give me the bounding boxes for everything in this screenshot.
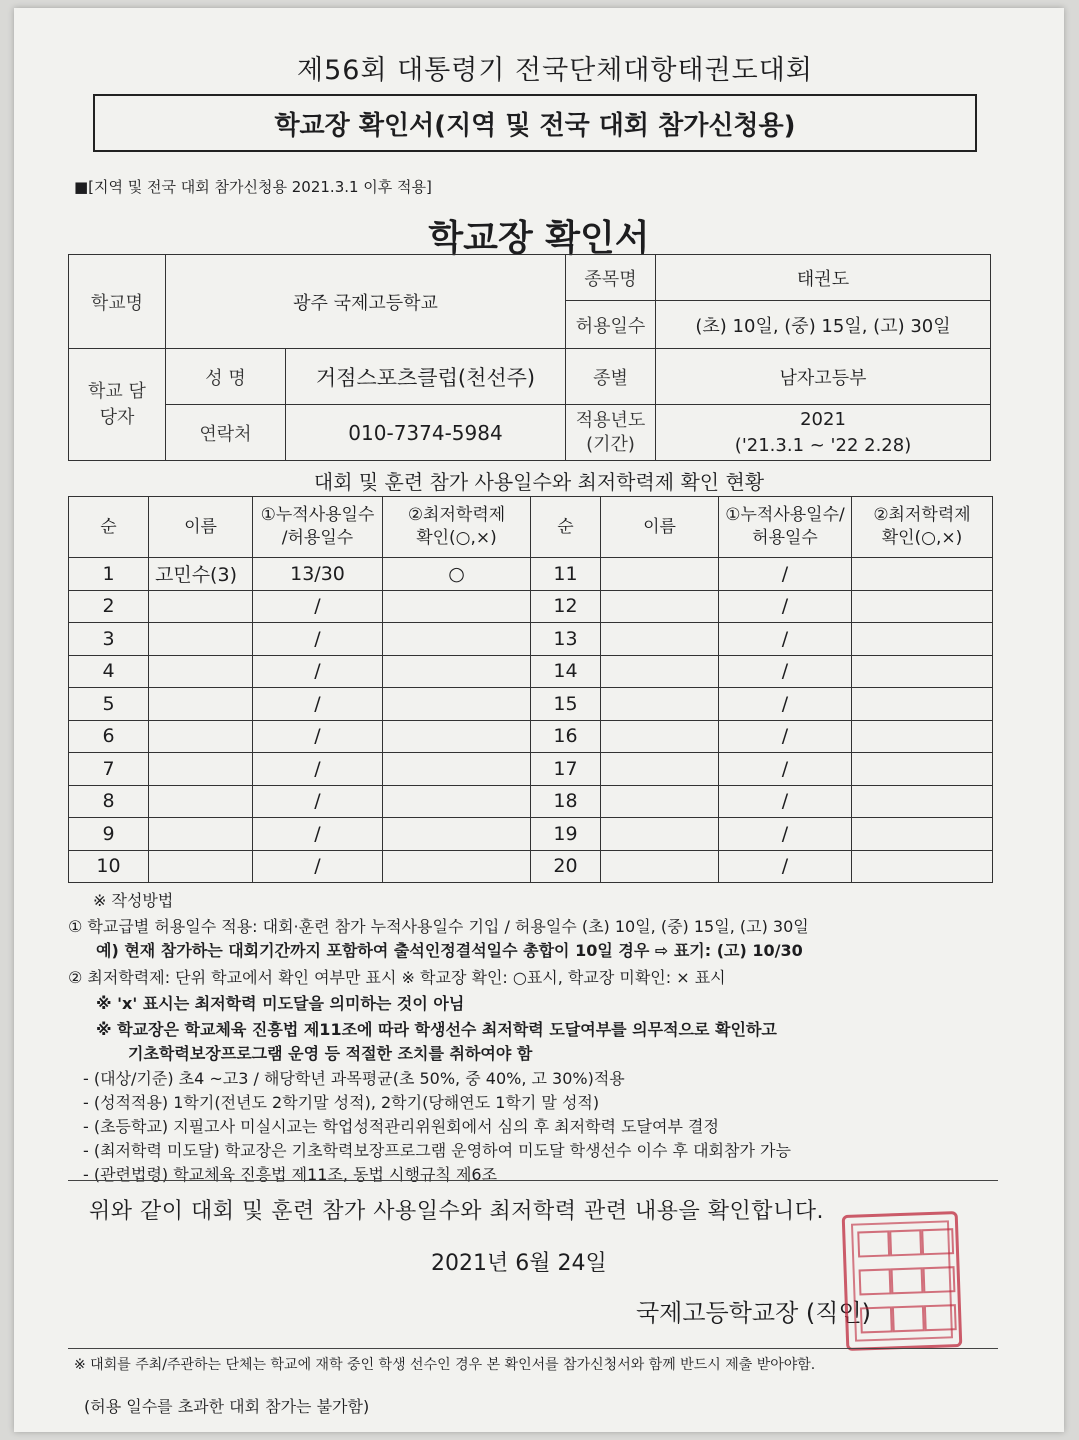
col-academic: ②최저학력제 <box>407 505 506 525</box>
row-days-right: / <box>719 785 852 818</box>
school-value: 광주 국제고등학교 <box>166 255 566 349</box>
seal-glyph <box>923 1266 956 1293</box>
table-row <box>69 623 993 656</box>
row-name <box>149 785 253 818</box>
contact-label: 연락처 <box>166 405 286 461</box>
row-no: 10 <box>69 850 149 883</box>
table-row <box>69 720 993 753</box>
row-days-right: / <box>719 623 852 656</box>
row-days: 13/30 <box>253 558 383 591</box>
footnote-submission: ※ 대회를 주최/주관하는 단체는 학교에 재학 중인 학생 선수인 경우 본 확인서를 참가신청서와 함께 반드시 제출 받아야함. <box>74 1357 816 1373</box>
school-info-table <box>68 254 991 461</box>
row-days-right: / <box>719 558 852 591</box>
table-row <box>69 850 993 883</box>
detail-3: - (초등학교) 지필고사 미실시교는 학업성적관리위원회에서 심의 후 최저학력 도달여부 결정 <box>83 1117 719 1136</box>
category-value: 남자고등부 <box>656 349 991 405</box>
row-check-right <box>852 558 993 591</box>
row-days-right: / <box>719 850 852 883</box>
row-check-right <box>852 720 993 753</box>
table-row <box>69 558 993 591</box>
detail-1: - (대상/기준) 초4 ~고3 / 해당학년 과목평균(초 50%, 중 40%, 고 30%)적용 <box>83 1069 625 1088</box>
row-check-right <box>852 623 993 656</box>
row-no-right: 15 <box>531 688 601 721</box>
row-days-right: / <box>719 720 852 753</box>
row-name-right <box>601 818 719 851</box>
col-academic-right-sub: 확인(○,×) <box>881 528 963 548</box>
row-check-right <box>852 785 993 818</box>
row-check <box>383 655 531 688</box>
row-name-right <box>601 720 719 753</box>
col-academic-right: ②최저학력제 <box>873 505 971 525</box>
year-label-period: (기간) <box>586 433 635 455</box>
row-no-right: 11 <box>531 558 601 591</box>
row-check <box>383 720 531 753</box>
contact-value: 010-7374-5984 <box>286 405 566 461</box>
year-value: 2021 <box>800 408 846 430</box>
row-days: / <box>253 720 383 753</box>
seal-glyph <box>859 1268 892 1295</box>
event-label: 종목명 <box>566 255 656 301</box>
row-days: / <box>253 753 383 786</box>
col-days-right: ①누적사용일수/ <box>725 505 845 525</box>
col-academic-sub: 확인(○,×) <box>416 528 497 548</box>
row-check <box>383 818 531 851</box>
seal-glyph <box>892 1305 925 1332</box>
note-2: ② 최저학력제: 단위 학교에서 확인 여부만 표시 ※ 학교장 확인: ○표시, 학교장 미확인: × 표시 <box>68 968 726 987</box>
detail-4: - (최저학력 미도달) 학교장은 기초학력보장프로그램 운영하여 미도달 학생선수 이수 후 대회참가 가능 <box>83 1141 791 1160</box>
footnote-limit: (허용 일수를 초과한 대회 참가는 불가함) <box>84 1397 370 1416</box>
row-days-right: / <box>719 818 852 851</box>
application-notice: ■[지역 및 전국 대회 참가신청용 2021.3.1 이후 적용] <box>74 178 432 196</box>
row-check-right <box>852 818 993 851</box>
year-label: 적용년도 <box>575 409 646 431</box>
row-check <box>383 623 531 656</box>
col-no-right: 순 <box>531 497 601 558</box>
table-row <box>69 785 993 818</box>
row-no: 7 <box>69 753 149 786</box>
principal-signature: 국제고등학교장 (직인) <box>636 1299 872 1327</box>
row-days: / <box>253 818 383 851</box>
row-no-right: 13 <box>531 623 601 656</box>
event-title: 제56회 대통령기 전국단체대항태권도대회 <box>297 55 813 86</box>
year-period: ('21.3.1 ~ '22 2.28) <box>734 434 912 456</box>
note-3: ※ 'x' 표시는 최저학력 미도달을 의미하는 것이 아님 <box>96 994 465 1013</box>
row-check <box>383 785 531 818</box>
manager-label: 학교 담당자 <box>69 349 166 461</box>
row-days-right: / <box>719 688 852 721</box>
row-check-right <box>852 655 993 688</box>
row-name <box>149 753 253 786</box>
row-days-right: / <box>719 655 852 688</box>
section-title: 대회 및 훈련 참가 사용일수와 최저학력제 확인 현황 <box>313 470 765 494</box>
row-no-right: 20 <box>531 850 601 883</box>
seal-glyph <box>924 1304 957 1331</box>
row-days: / <box>253 590 383 623</box>
detail-5: - (관련법령) 학교체육 진흥법 제11조, 동법 시행규칙 제6조 <box>83 1165 498 1184</box>
detail-2: - (성적적용) 1학기(전년도 2학기말 성적), 2학기(당해연도 1학기 말 성적) <box>83 1093 600 1112</box>
row-check <box>383 688 531 721</box>
row-check <box>383 850 531 883</box>
form-title-box: 학교장 확인서(지역 및 전국 대회 참가신청용) <box>93 94 977 152</box>
row-check: ○ <box>383 558 531 591</box>
divider-bottom <box>68 1348 998 1349</box>
row-no: 5 <box>69 688 149 721</box>
seal-glyph <box>860 1306 893 1333</box>
row-days: / <box>253 850 383 883</box>
row-no: 1 <box>69 558 149 591</box>
allow-days-value: (초) 10일, (중) 15일, (고) 30일 <box>656 301 991 349</box>
row-name <box>149 850 253 883</box>
row-name-right <box>601 590 719 623</box>
allow-days-label: 허용일수 <box>566 301 656 349</box>
table-row <box>69 753 993 786</box>
row-no: 8 <box>69 785 149 818</box>
col-days: ①누적사용일수 <box>260 505 375 525</box>
row-check-right <box>852 753 993 786</box>
note-1: ① 학교급별 허용일수 적용: 대회·훈련 참가 누적사용일수 기입 / 허용일수 (초) 10일, (중) 15일, (고) 30일 <box>68 917 809 936</box>
seal-glyph <box>857 1230 890 1257</box>
table-row <box>69 818 993 851</box>
official-seal-stamp <box>842 1211 963 1351</box>
row-days: / <box>253 655 383 688</box>
row-no-right: 17 <box>531 753 601 786</box>
row-no-right: 16 <box>531 720 601 753</box>
row-days-right: / <box>719 753 852 786</box>
notes-title: ※ 작성방법 <box>93 891 174 910</box>
col-name: 이름 <box>149 497 253 558</box>
note-4-cont: 기초학력보장프로그램 운영 등 적절한 조치를 취하여야 함 <box>128 1044 533 1063</box>
document-page <box>14 8 1064 1432</box>
row-no-right: 12 <box>531 590 601 623</box>
table-row <box>69 688 993 721</box>
row-name-right <box>601 785 719 818</box>
note-1-example: 예) 현재 참가하는 대회기간까지 포함하여 출석인정결석일수 총합이 10일 경우 ⇨ 표기: (고) 10/30 <box>96 941 803 960</box>
row-no: 9 <box>69 818 149 851</box>
row-name: 고민수(3) <box>149 558 253 591</box>
confirmation-statement: 위와 같이 대회 및 훈련 참가 사용일수와 최저학력 관련 내용을 확인합니다. <box>89 1199 824 1224</box>
row-name-right <box>601 688 719 721</box>
name-value: 거점스포츠클럽(천선주) <box>286 349 566 405</box>
col-name-right: 이름 <box>601 497 719 558</box>
row-days: / <box>253 785 383 818</box>
row-no: 6 <box>69 720 149 753</box>
row-name-right <box>601 850 719 883</box>
name-label: 성 명 <box>166 349 286 405</box>
seal-glyph <box>891 1267 924 1294</box>
row-check-right <box>852 850 993 883</box>
divider-top <box>68 1180 998 1181</box>
school-label: 학교명 <box>69 255 166 349</box>
row-name-right <box>601 558 719 591</box>
table-row <box>69 590 993 623</box>
row-no: 3 <box>69 623 149 656</box>
category-label: 종별 <box>566 349 656 405</box>
row-no-right: 18 <box>531 785 601 818</box>
seal-glyph <box>889 1229 922 1256</box>
row-name-right <box>601 655 719 688</box>
row-name <box>149 590 253 623</box>
row-check <box>383 753 531 786</box>
seal-glyph <box>921 1228 954 1255</box>
event-value: 태권도 <box>656 255 991 301</box>
row-check-right <box>852 688 993 721</box>
note-4: ※ 학교장은 학교체육 진흥법 제11조에 따라 학생선수 최저학력 도달여부를 의무적으로 확인하고 <box>96 1020 777 1039</box>
row-no-right: 19 <box>531 818 601 851</box>
student-list-table <box>68 496 993 883</box>
row-name <box>149 623 253 656</box>
row-name-right <box>601 623 719 656</box>
row-no: 4 <box>69 655 149 688</box>
row-name <box>149 720 253 753</box>
col-no: 순 <box>69 497 149 558</box>
row-check-right <box>852 590 993 623</box>
col-days-right-sub: 허용일수 <box>752 528 818 548</box>
row-days: / <box>253 688 383 721</box>
row-name <box>149 688 253 721</box>
col-days-sub: /허용일수 <box>281 528 354 548</box>
row-name <box>149 818 253 851</box>
row-check <box>383 590 531 623</box>
form-title: 학교장 확인서 <box>428 218 650 259</box>
row-name-right <box>601 753 719 786</box>
row-no: 2 <box>69 590 149 623</box>
row-name <box>149 655 253 688</box>
row-no-right: 14 <box>531 655 601 688</box>
table-row <box>69 655 993 688</box>
row-days: / <box>253 623 383 656</box>
row-days-right: / <box>719 590 852 623</box>
issue-date: 2021년 6월 24일 <box>431 1251 607 1276</box>
